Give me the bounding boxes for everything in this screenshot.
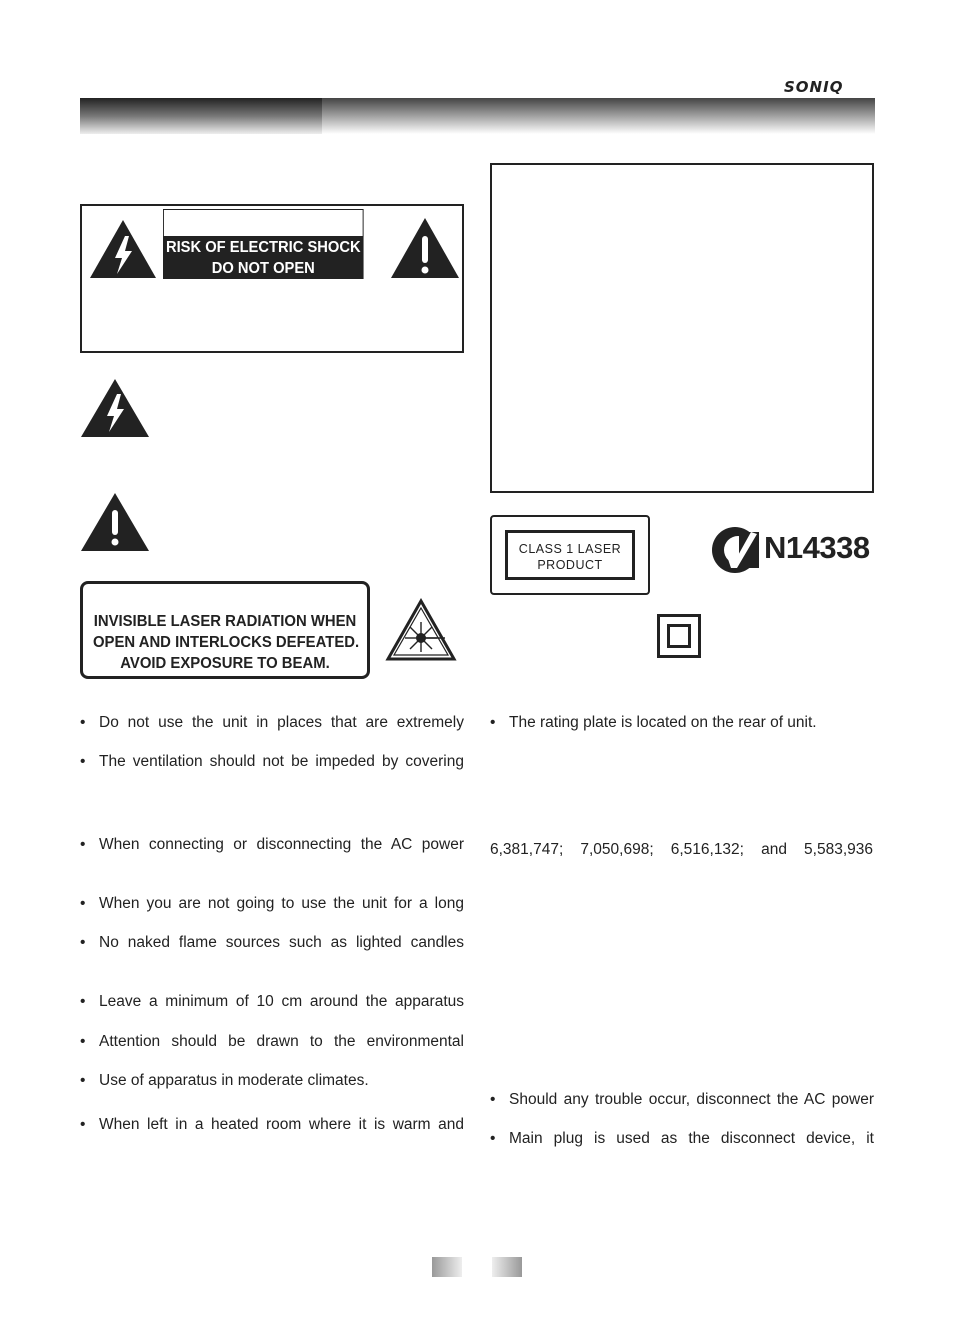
double-insulation-icon (657, 614, 701, 658)
bullet-dot: • (80, 1033, 86, 1050)
class1-line1: CLASS 1 LASER (518, 542, 622, 556)
c-tick-mark-icon (711, 526, 759, 574)
exclamation-symbol-icon (80, 492, 150, 552)
notice-box (490, 163, 874, 493)
laser-warning-box (80, 581, 370, 679)
brand-logo: SONIQ (784, 78, 844, 96)
bullet-dot: • (80, 993, 86, 1010)
footer-tab-left (432, 1257, 462, 1277)
bullet-dot: • (490, 1130, 496, 1147)
laser-warning-line3: AVOID EXPOSURE TO BEAM. (120, 655, 330, 672)
header-tab (80, 98, 322, 134)
lightning-symbol-icon (80, 378, 150, 438)
patent-2: 7,050,698; (580, 841, 654, 858)
shock-label-line1: RISK OF ELECTRIC SHOCK (165, 239, 361, 256)
bullet-dot: • (80, 1072, 86, 1089)
class1-line2: PRODUCT (537, 558, 603, 572)
patent-and: and (761, 841, 787, 858)
lightning-warning-icon (88, 218, 158, 280)
patent-4: 5,583,936 (804, 841, 874, 858)
bullet-dot: • (80, 753, 86, 770)
bullet-dot: • (80, 895, 86, 912)
shock-label-line2: DO NOT OPEN (211, 260, 315, 277)
left-bullet-text: The ventilation should not be impeded by covering (99, 753, 464, 770)
patent-numbers (490, 841, 873, 859)
bullet-dot: • (80, 714, 86, 731)
bullet-dot: • (80, 1116, 86, 1133)
laser-hazard-icon (385, 598, 457, 662)
exclamation-warning-icon (389, 216, 461, 280)
patent-3: 6,516,132; (670, 841, 744, 858)
left-bullet-text: Leave a minimum of 10 cm around the apparatus (99, 993, 464, 1010)
left-bullet-text: Do not use the unit in places that are extremely (99, 714, 464, 731)
left-bullet-text: When connecting or disconnecting the AC power (99, 836, 464, 853)
bullet-dot: • (80, 934, 86, 951)
class1-laser-label (490, 515, 650, 595)
laser-warning-line1: INVISIBLE LASER RADIATION WHEN (93, 613, 357, 630)
c-tick-code: N14338 (764, 530, 870, 565)
footer-tab-right (492, 1257, 522, 1277)
right-bullet-text: Main plug is used as the disconnect device, it (509, 1130, 874, 1147)
left-bullet-text: When you are not going to use the unit for a long (99, 895, 464, 912)
bullet-dot: • (490, 714, 496, 731)
left-bullet-text: When left in a heated room where it is warm and (99, 1116, 464, 1133)
shock-warning-label (163, 209, 364, 279)
bullet-dot: • (80, 836, 86, 853)
left-bullet-text: Use of apparatus in moderate climates. (99, 1072, 369, 1089)
right-bullet-text: Should any trouble occur, disconnect the AC power (509, 1091, 874, 1108)
left-bullet-text: No naked flame sources such as lighted candles (99, 934, 464, 951)
laser-warning-line2: OPEN AND INTERLOCKS DEFEATED. (92, 634, 360, 651)
bullet-dot: • (490, 1091, 496, 1108)
left-bullet-text: Attention should be drawn to the environmental (99, 1033, 464, 1050)
right-bullet-text: The rating plate is located on the rear of unit. (509, 714, 817, 731)
patent-1: 6,381,747; (490, 841, 564, 858)
